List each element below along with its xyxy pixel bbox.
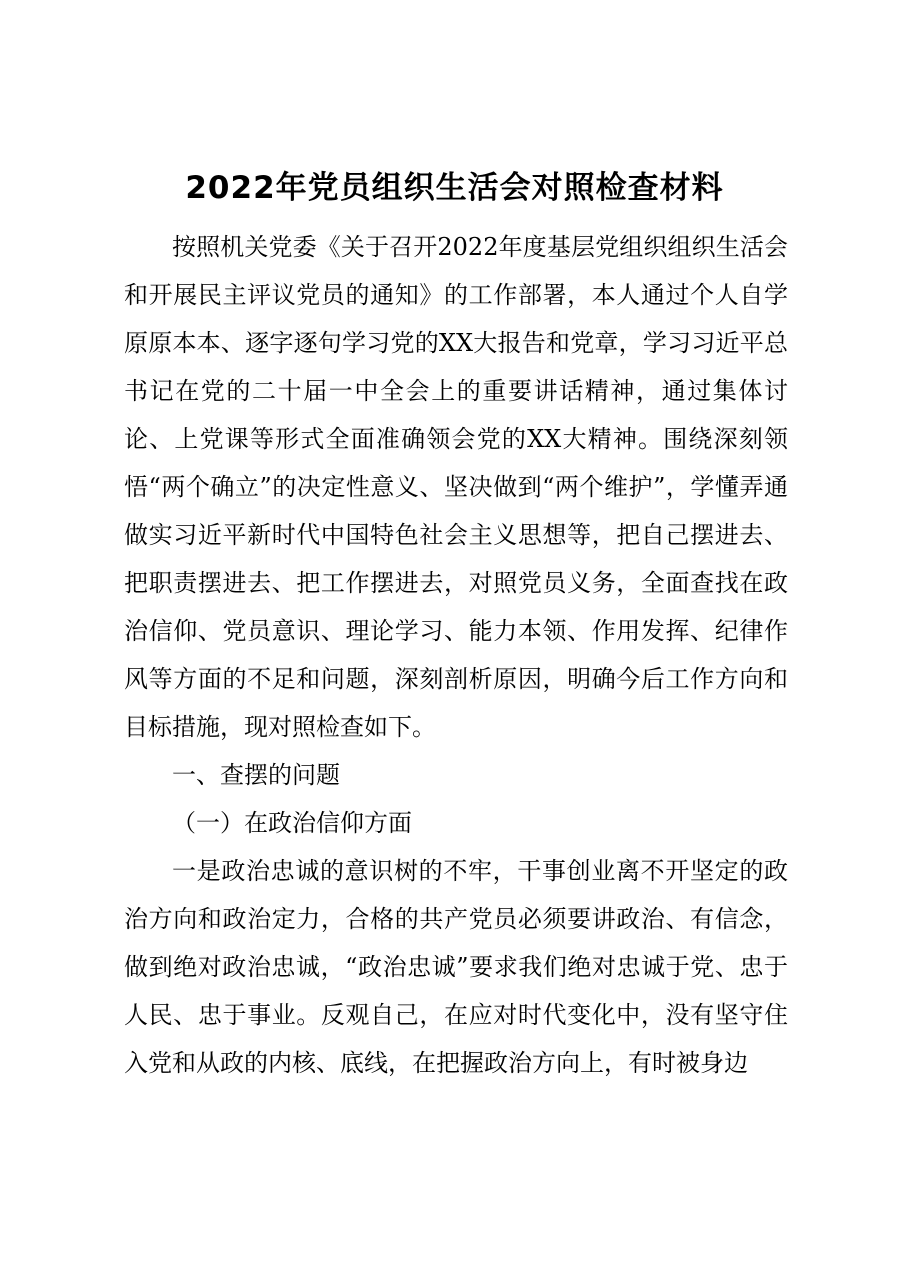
document-title: 2022年党员组织生活会对照检查材料 [185,170,724,206]
intro-paragraph: 按照机关党委《关于召开2022年度基层党组织组织生活会和开展民主评议党员的通知》的工作部署，本人通过个人自学原原本本、逐字逐句学习党的XX大报告和党章，学习习近平总书记在党的二十届一中全会上的重要讲话精神，通过集体讨论、上党课等形式全面准确领会党的XX大精神。围绕深刻领悟“两个确立”的决定性意义、坚决做到“两个维护”，学懂弄通做实习近平新时代中国特色社会主义思想等，把自己摆进去、把职责摆进去、把工作摆进去，对照党员义务，全面查找在政治信仰、党员意识、理论学习、能力本领、作用发挥、纪律作风等方面的不足和问题，深刻剖析原因，明确今后工作方向和目标措施，现对照检查如下。 [124,233,788,741]
section-heading: 一、查摆的问题 [172,761,340,789]
document-body [124,223,788,1087]
subsection-heading: （一）在政治信仰方面 [172,809,412,837]
body-paragraph: 一是政治忠诚的意识树的不牢，干事创业离不开坚定的政治方向和政治定力，合格的共产党员必须要讲政治、有信念，做到绝对政治忠诚，“政治忠诚”要求我们绝对忠诚于党、忠于人民、忠于事业。反观自己，在应对时代变化中，没有坚守住入党和从政的内核、底线，在把握政治方向上，有时被身边 [124,857,788,1077]
